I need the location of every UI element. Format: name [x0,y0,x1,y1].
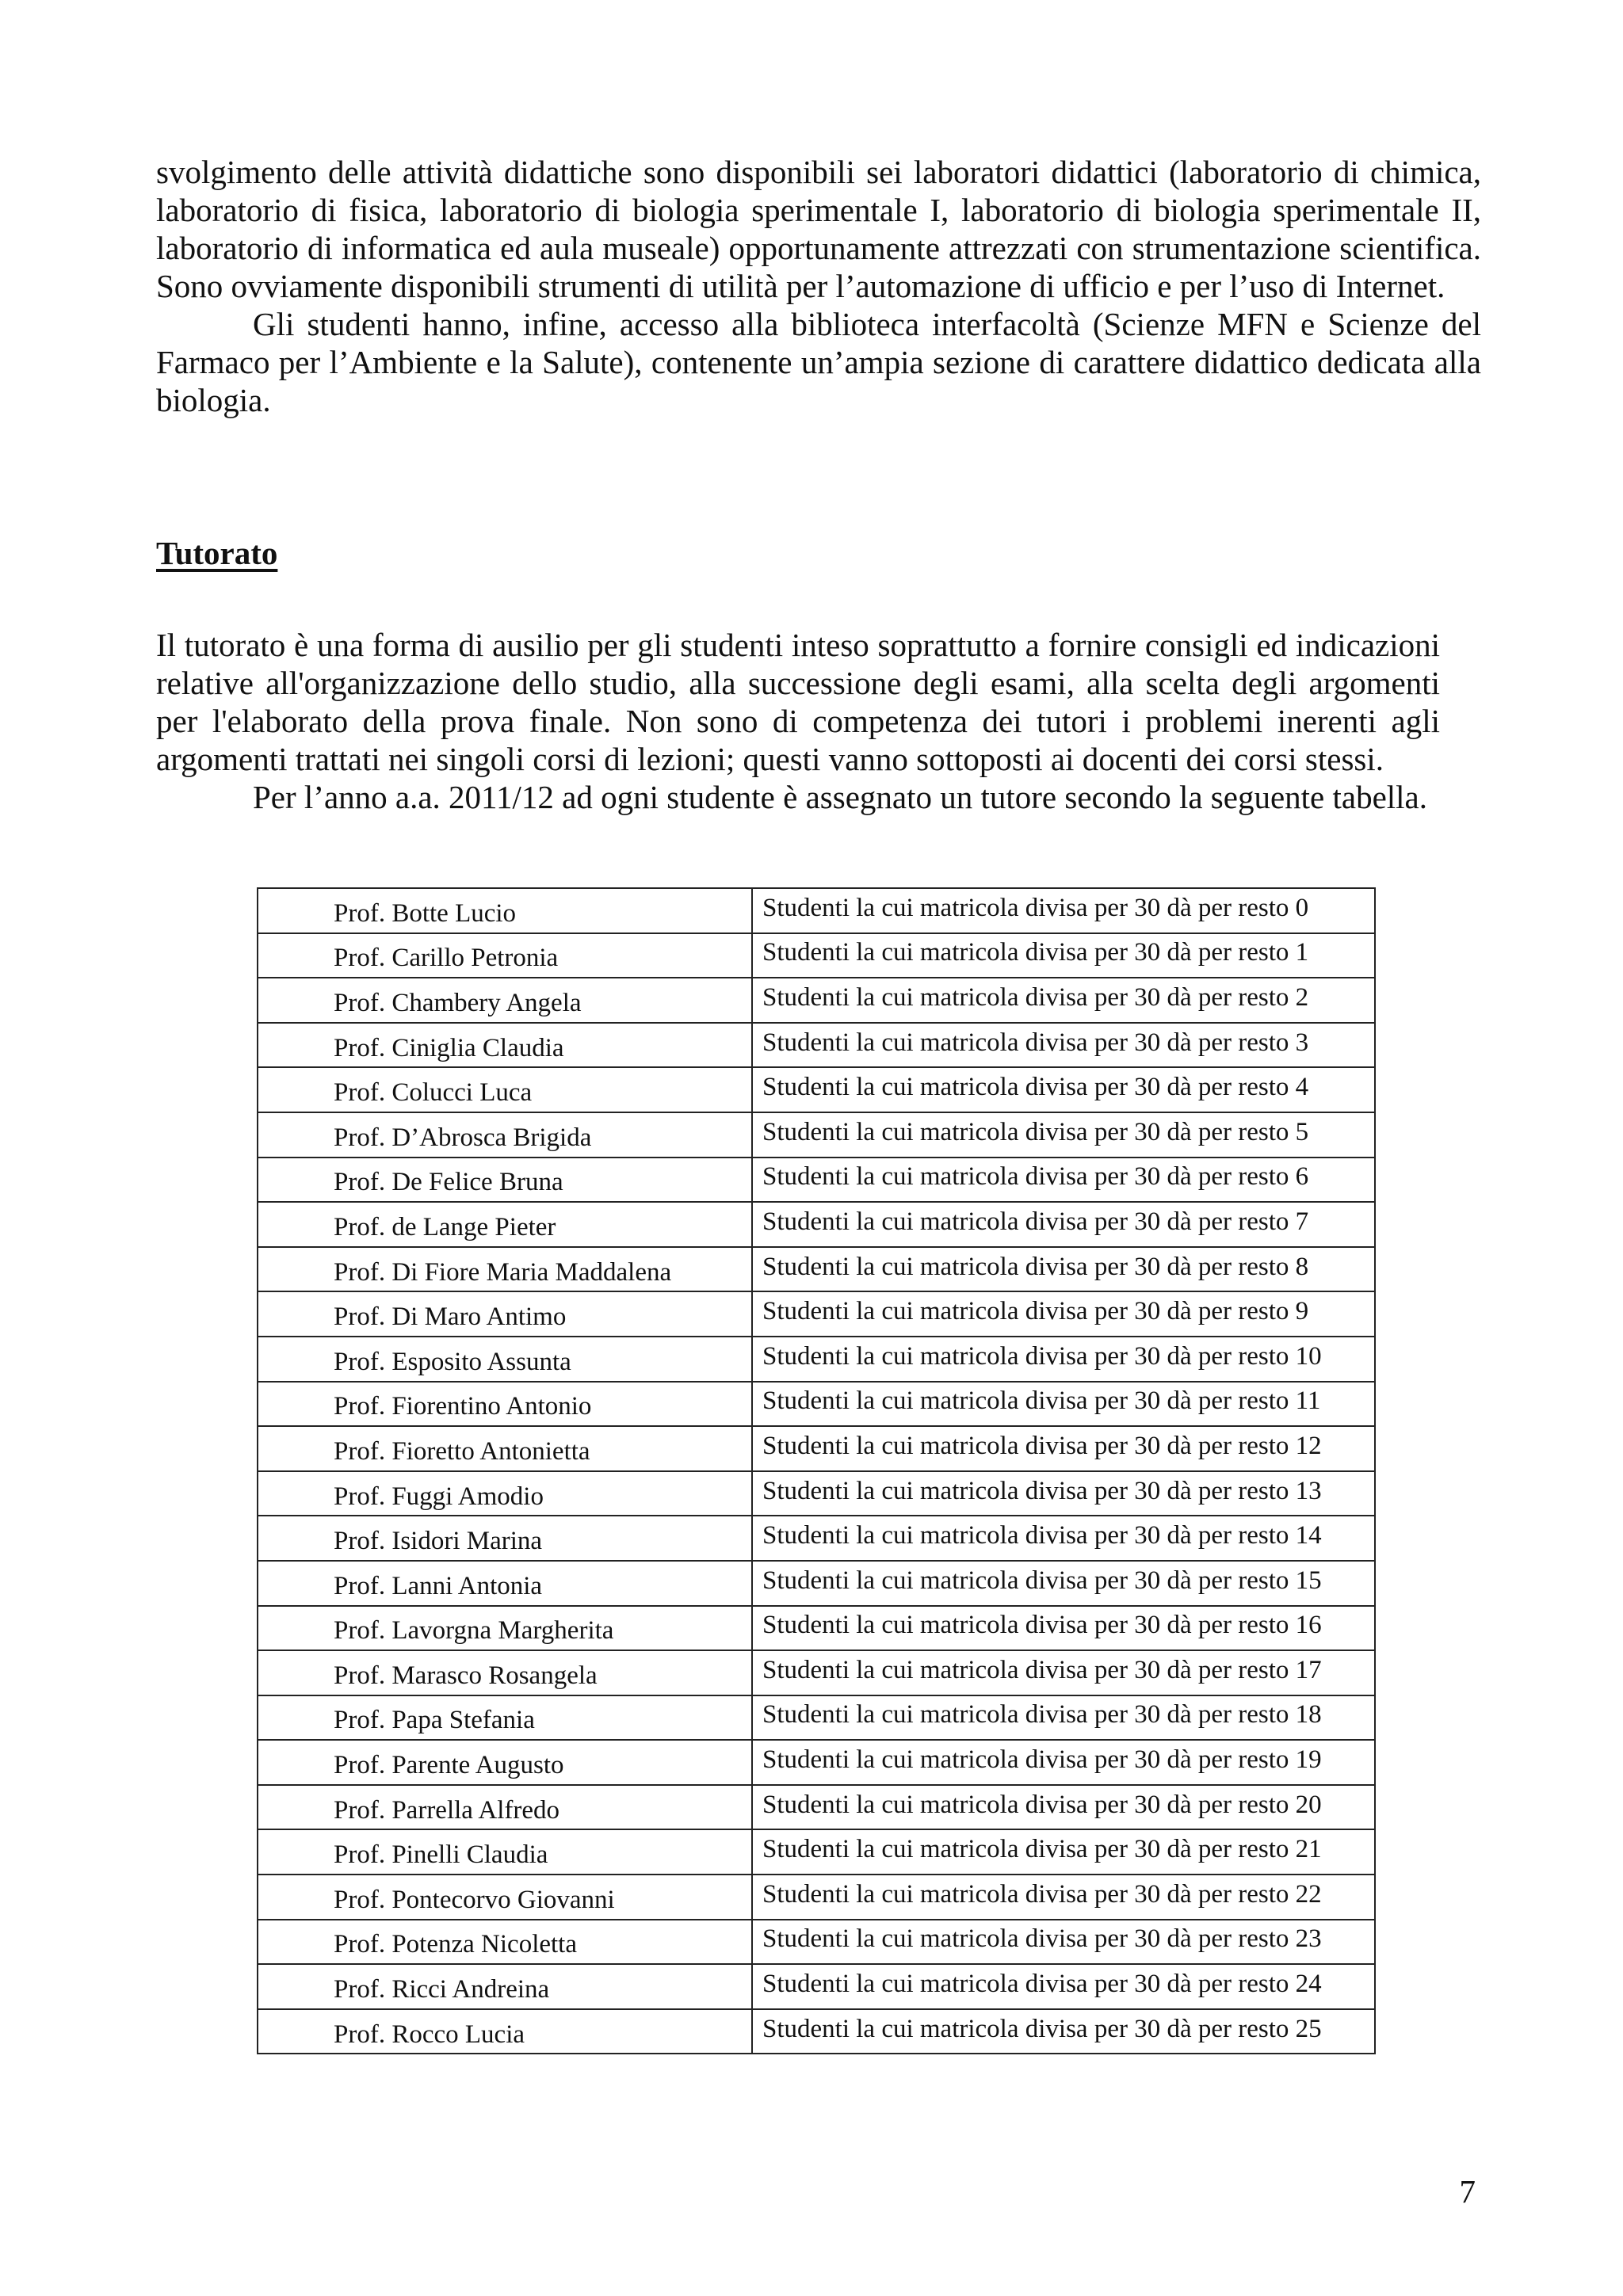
assignment-rule-cell: Studenti la cui matricola divisa per 30 dà per resto 18 [752,1695,1375,1741]
table-row [258,1023,1375,1068]
table-row [258,2009,1375,2054]
assignment-rule-cell: Studenti la cui matricola divisa per 30 dà per resto 11 [752,1382,1375,1427]
tutor-name-cell: Prof. de Lange Pieter [258,1202,752,1247]
assignment-rule-cell: Studenti la cui matricola divisa per 30 dà per resto 3 [752,1023,1375,1068]
tutor-name-cell: Prof. Colucci Luca [258,1067,752,1112]
section-heading-tutorato: Tutorato [156,535,278,571]
tutor-name-cell: Prof. Ciniglia Claudia [258,1023,752,1068]
table-row [258,1964,1375,2009]
tutor-name-cell: Prof. Parente Augusto [258,1740,752,1785]
assignment-rule-cell: Studenti la cui matricola divisa per 30 dà per resto 14 [752,1516,1375,1561]
assignment-rule-cell: Studenti la cui matricola divisa per 30 dà per resto 10 [752,1337,1375,1382]
table-row [258,1606,1375,1651]
tutor-name-cell: Prof. Potenza Nicoletta [258,1920,752,1965]
tutor-name-cell: Prof. Papa Stefania [258,1695,752,1741]
tutor-name-cell: Prof. Marasco Rosangela [258,1650,752,1695]
assignment-rule-cell: Studenti la cui matricola divisa per 30 dà per resto 19 [752,1740,1375,1785]
assignment-rule-cell: Studenti la cui matricola divisa per 30 dà per resto 22 [752,1875,1375,1920]
assignment-rule-cell: Studenti la cui matricola divisa per 30 dà per resto 7 [752,1202,1375,1247]
intro-section [156,153,1481,419]
table-row [258,1695,1375,1741]
tutorato-paragraph-description: Il tutorato è una forma di ausilio per gli studenti inteso soprattutto a fornire consigli ed indicazioni relative all'organizzazione dello studio, alla successione degli esami, alla scelta degli argomenti per l'elaborato della prova finale. Non sono di competenza dei tutori i problemi inerenti agli argomenti trattati nei singoli corsi di lezioni; questi vanno sottoposti ai docenti dei corsi stessi. [156,627,1440,777]
tutor-name-cell: Prof. Parrella Alfredo [258,1785,752,1830]
table-row [258,888,1375,933]
assignment-rule-cell: Studenti la cui matricola divisa per 30 dà per resto 1 [752,933,1375,978]
tutor-name-cell: Prof. Lanni Antonia [258,1561,752,1606]
tutorato-section [156,626,1440,816]
tutor-name-cell: Prof. De Felice Bruna [258,1158,752,1203]
tutor-name-cell: Prof. Fuggi Amodio [258,1471,752,1516]
tutor-name-cell: Prof. Isidori Marina [258,1516,752,1561]
assignment-rule-cell: Studenti la cui matricola divisa per 30 dà per resto 17 [752,1650,1375,1695]
table-row [258,978,1375,1023]
tutor-table-body [258,888,1375,2054]
table-row [258,1471,1375,1516]
tutor-name-cell: Prof. Fioretto Antonietta [258,1426,752,1471]
assignment-rule-cell: Studenti la cui matricola divisa per 30 dà per resto 21 [752,1829,1375,1875]
table-row [258,1202,1375,1247]
tutor-name-cell: Prof. Lavorgna Margherita [258,1606,752,1651]
table-row [258,1112,1375,1158]
tutorato-paragraph-assignment: Per l’anno a.a. 2011/12 ad ogni studente è assegnato un tutore secondo la seguente tabella. [253,779,1428,815]
tutor-name-cell: Prof. Di Fiore Maria Maddalena [258,1247,752,1292]
assignment-rule-cell: Studenti la cui matricola divisa per 30 dà per resto 2 [752,978,1375,1023]
table-row [258,1067,1375,1112]
assignment-rule-cell: Studenti la cui matricola divisa per 30 dà per resto 25 [752,2009,1375,2054]
assignment-rule-cell: Studenti la cui matricola divisa per 30 dà per resto 0 [752,888,1375,933]
tutor-name-cell: Prof. Esposito Assunta [258,1337,752,1382]
tutor-name-cell: Prof. Rocco Lucia [258,2009,752,2054]
assignment-rule-cell: Studenti la cui matricola divisa per 30 dà per resto 13 [752,1471,1375,1516]
table-row [258,1382,1375,1427]
intro-paragraph-library: Gli studenti hanno, infine, accesso alla biblioteca interfacoltà (Scienze MFN e Scienze del Farmaco per l’Ambiente e la Salute), contenente un’ampia sezione di carattere didattico dedicata alla biologia. [156,306,1481,418]
table-row [258,1829,1375,1875]
table-row [258,1158,1375,1203]
tutor-name-cell: Prof. D’Abrosca Brigida [258,1112,752,1158]
tutor-name-cell: Prof. Pontecorvo Giovanni [258,1875,752,1920]
assignment-rule-cell: Studenti la cui matricola divisa per 30 dà per resto 23 [752,1920,1375,1965]
intro-paragraph-labs: svolgimento delle attività didattiche sono disponibili sei laboratori didattici (laboratorio di chimica, laboratorio di fisica, laboratorio di biologia sperimentale I, laboratorio di biologia sperimentale II, laboratorio di informatica ed aula museale) opportunamente attrezzati con strumentazione scientifica. Sono ovviamente disponibili strumenti di utilità per l’automazione di ufficio e per l’uso di Internet. [156,154,1481,304]
tutor-name-cell: Prof. Fiorentino Antonio [258,1382,752,1427]
assignment-rule-cell: Studenti la cui matricola divisa per 30 dà per resto 4 [752,1067,1375,1112]
assignment-rule-cell: Studenti la cui matricola divisa per 30 dà per resto 6 [752,1158,1375,1203]
assignment-rule-cell: Studenti la cui matricola divisa per 30 dà per resto 20 [752,1785,1375,1830]
tutor-name-cell: Prof. Di Maro Antimo [258,1291,752,1337]
tutor-name-cell: Prof. Pinelli Claudia [258,1829,752,1875]
tutor-name-cell: Prof. Carillo Petronia [258,933,752,978]
assignment-rule-cell: Studenti la cui matricola divisa per 30 dà per resto 24 [752,1964,1375,2009]
tutor-table [257,887,1376,2054]
table-row [258,1426,1375,1471]
table-row [258,1291,1375,1337]
assignment-rule-cell: Studenti la cui matricola divisa per 30 dà per resto 12 [752,1426,1375,1471]
table-row [258,1561,1375,1606]
assignment-rule-cell: Studenti la cui matricola divisa per 30 dà per resto 8 [752,1247,1375,1292]
assignment-rule-cell: Studenti la cui matricola divisa per 30 dà per resto 16 [752,1606,1375,1651]
table-row [258,1650,1375,1695]
assignment-rule-cell: Studenti la cui matricola divisa per 30 dà per resto 5 [752,1112,1375,1158]
table-row [258,933,1375,978]
assignment-rule-cell: Studenti la cui matricola divisa per 30 dà per resto 9 [752,1291,1375,1337]
table-row [258,1920,1375,1965]
table-row [258,1337,1375,1382]
table-row [258,1740,1375,1785]
table-row [258,1785,1375,1830]
tutor-name-cell: Prof. Chambery Angela [258,978,752,1023]
table-row [258,1875,1375,1920]
assignment-rule-cell: Studenti la cui matricola divisa per 30 dà per resto 15 [752,1561,1375,1606]
tutor-name-cell: Prof. Ricci Andreina [258,1964,752,2009]
page-number: 7 [1459,2173,1476,2210]
table-row [258,1516,1375,1561]
table-row [258,1247,1375,1292]
tutor-name-cell: Prof. Botte Lucio [258,888,752,933]
